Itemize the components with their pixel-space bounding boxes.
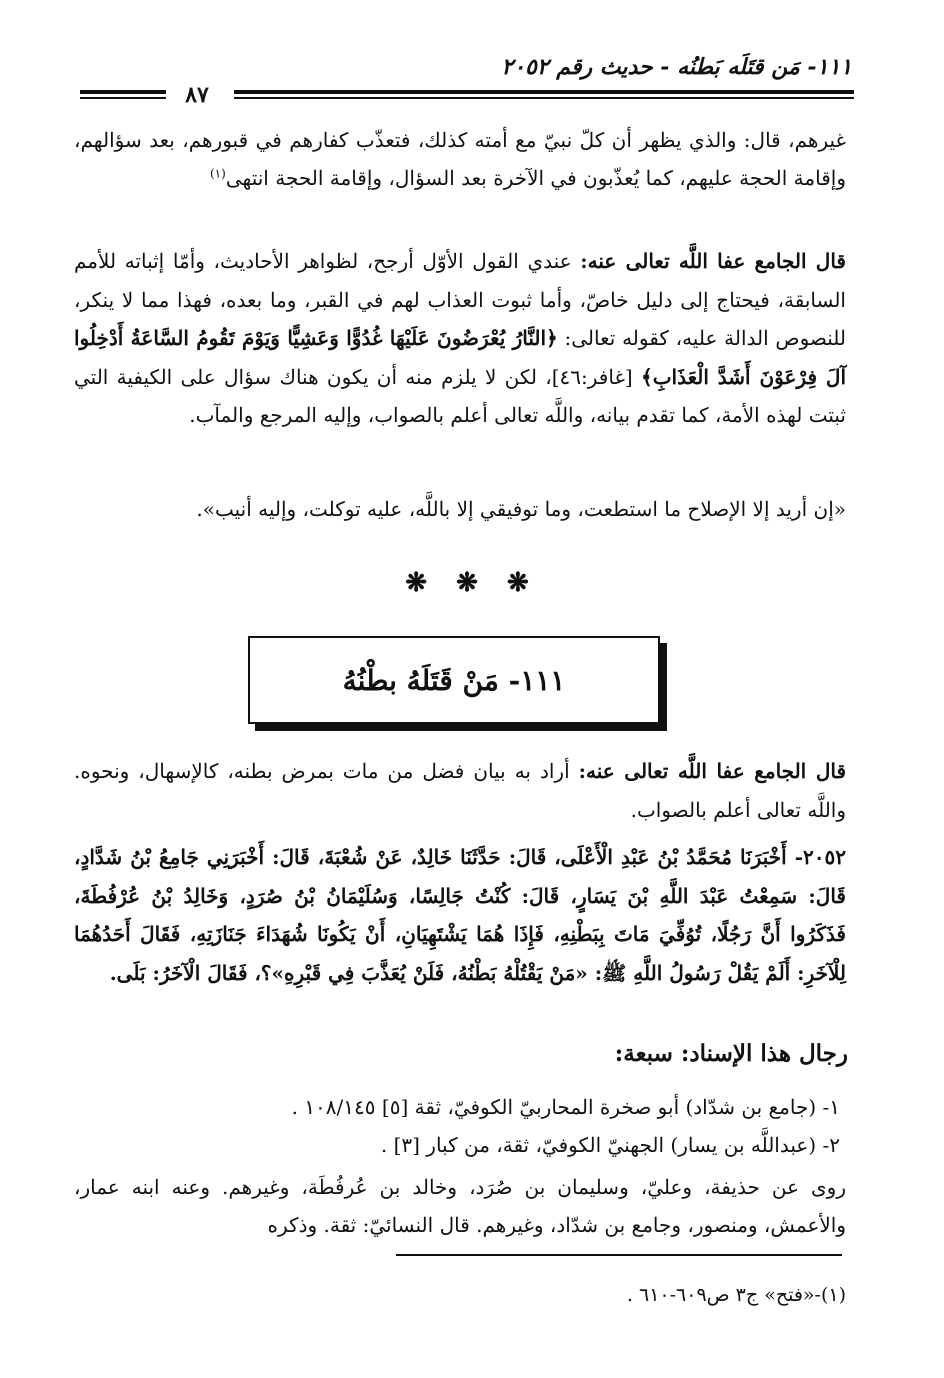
footnote-reference: (١) — [209, 165, 226, 180]
hadith-text: أَخْبَرَنَا مُحَمَّدُ بْنُ عَبْدِ الْأَعْلَى، قَالَ: حَدَّثَنَا خَالِدٌ، عَنْ شُعْبَةَ، قَالَ: أَخْبَرَنِي جَامِعُ بْنُ شَدَّادٍ، قَالَ: سَمِعْتُ عَبْدَ اللَّهِ بْنَ يَسَارٍ، قَالَ: كُنْتُ جَالِسًا، وَسُلَيْمَانُ بْنُ صُرَدٍ، وَخَالِدُ بْنُ عُرْفُطَةَ، فَذَكَرُوا أَنَّ رَجُلًا، تُوُفِّيَ مَاتَ بِبَطْنِهِ، فَإِذَا هُمَا يَشْتَهِيَانِ، أَنْ يَكُونَا شُهَدَاءَ جَنَازَتِهِ، فَقَالَ أَحَدُهُمَا لِلْآخَرِ: أَلَمْ يَقُلْ رَسُولُ اللَّهِ ﷺ: «مَنْ يَقْتُلْهُ بَطْنُهُ، فَلَنْ يُعَذَّبَ فِي قَبْرِهِ»؟، فَقَالَ الْآخَرُ: بَلَى. — [74, 845, 846, 985]
paragraph-narrator-bio — [74, 1168, 846, 1244]
paragraph-lead: قال الجامع عفا اللَّه تعالى عنه: — [580, 249, 846, 273]
header-rule — [80, 97, 166, 99]
quran-verse: ﴿النَّارُ يُعْرَضُونَ عَلَيْهَا غُدُوًّا وَعَشِيًّا وَيَوْمَ تَقُومُ السَّاعَةُ أَدْخِلُوا آلَ فِرْعَوْنَ أَشَدَّ الْعَذَابِ﴾ — [74, 326, 846, 389]
paragraph-closing-quote — [74, 490, 846, 528]
header-rule — [234, 90, 854, 94]
paragraph-text: [غافر:٤٦]، لكن لا يلزم منه أن يكون هناك سؤال على الكيفية التي ثبتت لهذه الأمة، كما تقدم بيانه، واللَّه تعالى أعلم بالصواب، وإليه المرجع والمآب. — [74, 364, 846, 427]
paragraph-text: أراد به بيان فضل من مات بمرض بطنه، كالإسهال، ونحوه. واللَّه تعالى أعلم بالصواب. — [74, 759, 846, 822]
chapter-title: ١١١- مَنْ قَتَلَهُ بطْنُهُ — [342, 663, 566, 697]
rijal-heading: رجال هذا الإسناد: سبعة: — [614, 1040, 848, 1067]
paragraph-lead: قال الجامع عفا اللَّه تعالى عنه: — [578, 759, 846, 783]
paragraph-text: روى عن حذيفة، وعليّ، وسليمان بن صُرَد، وخالد بن عُرفُطَة، وغيرهم. وعنه ابنه عمار، والأعمش، ومنصور، وجامع بن شدّاد، وغيرهم. قال النسائيّ: ثقة. وذكره — [74, 1175, 846, 1237]
section-separator: ❋ ❋ ❋ — [405, 568, 539, 598]
paragraph-text: «إن أريد إلا الإصلاح ما استطعت، وما توفيقي إلا باللَّه، عليه توكلت، وإليه أنيب». — [196, 497, 846, 521]
narrator-item: ٢- (عبداللَّه بن يسار) الجهنيّ الكوفيّ، ثقة، من كبار [٣] . — [380, 1133, 840, 1157]
header-rule — [80, 90, 166, 94]
chapter-title-box — [248, 636, 660, 724]
paragraph-text: غيرهم، قال: والذي يظهر أن كلّ نبيّ مع أمته كذلك، فتعذّب كفارهم في قبورهم، بعد سؤالهم، وإقامة الحجة عليهم، كما يُعذّبون في الآخرة بعد السؤال، وإقامة الحجة انتهى — [74, 128, 846, 190]
running-header-title: ١١١- مَن قتَلَه بَطنُه - حديث رقم ٢٠٥٢ — [501, 54, 852, 80]
footnote-separator — [396, 1254, 842, 1256]
paragraph-text: عندي القول الأوّل أرجح، لظواهر الأحاديث، وأمّا إثباته للأمم السابقة، فيحتاج إلى دليل خاصّ، وأما ثبوت العذاب لهم في القبر، وما بعده، فهذا مما لا ينكر، للنصوص الدالة عليه، كقوله تعالى: — [74, 249, 847, 350]
page-number: ٨٧ — [185, 82, 209, 108]
paragraph-chapter-intro — [74, 752, 846, 830]
paragraph-continuation — [74, 122, 846, 197]
hadith-block — [74, 838, 846, 992]
paragraph-jami-comment — [74, 242, 846, 435]
narrator-item: ١- (جامع بن شدّاد) أبو صخرة المحاربيّ الكوفيّ، ثقة [٥] ١٠٨/١٤٥ . — [291, 1095, 840, 1119]
header-rule — [234, 97, 854, 99]
footnote: (١)-«فتح» ج٣ ص٦٠٩-٦١٠ . — [626, 1284, 846, 1306]
hadith-number: ٢٠٥٢- — [794, 845, 846, 869]
